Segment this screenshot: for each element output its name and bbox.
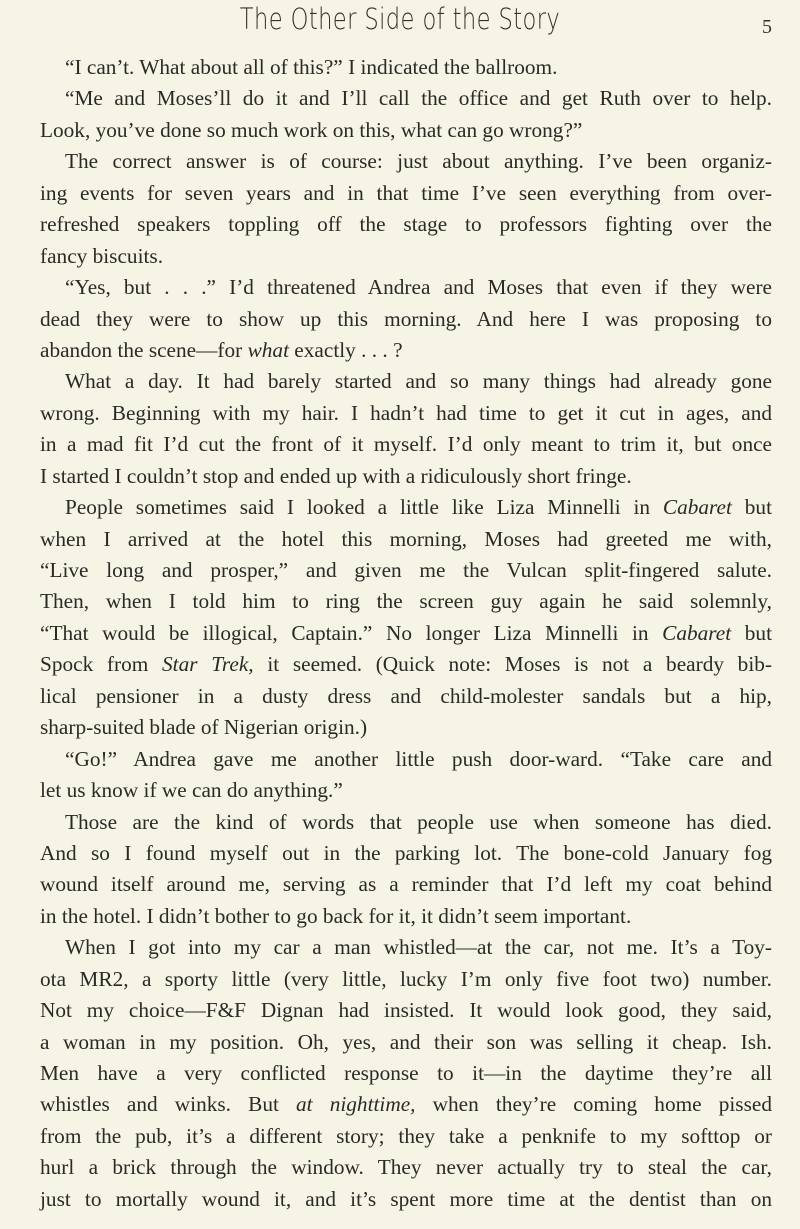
text-segment: whistles and winks. But: [40, 1092, 297, 1117]
text-segment: Men have a very conflicted response to it—in the daytime they’re all: [40, 1061, 772, 1085]
body-text: [40, 52, 772, 1215]
text-line: [40, 335, 772, 366]
text-segment: lical pensioner in a dusty dress and child-molester sandals but a hip,: [40, 683, 772, 708]
text-line: [40, 272, 772, 303]
text-segment: fancy biscuits.: [40, 243, 164, 268]
text-segment: dead they were to show up this morning. And here I was proposing to: [40, 306, 772, 331]
text-segment: “Me and Moses’ll do it and I’ll call the office and get Ruth over to help.: [65, 86, 772, 111]
text-line: [40, 555, 772, 586]
text-segment: exactly . . . ?: [288, 337, 403, 362]
text-segment: in the hotel. I didn’t bother to go back for it, it didn’t seem important.: [40, 903, 632, 928]
text-line: [40, 681, 772, 712]
text-line: [40, 649, 772, 680]
text-segment: from the pub, it’s a different story; they take a penknife to my softtop or: [40, 1123, 772, 1148]
text-line: [40, 838, 772, 869]
text-segment: let us know if we can do anything.”: [40, 778, 343, 803]
text-segment: abandon the scene—for: [40, 337, 248, 362]
text-segment: “Yes, but . . .” I’d threatened Andrea and Moses that even if they were: [65, 275, 772, 300]
text-line: [40, 901, 772, 932]
text-line: [40, 524, 772, 555]
italic-text: Star Trek,: [162, 652, 254, 677]
text-line: [40, 995, 772, 1026]
italic-text: Cabaret: [662, 620, 732, 645]
text-segment: just to mortally wound it, and it’s spent more time at the dentist than on: [40, 1186, 772, 1211]
text-line: [40, 398, 772, 429]
text-line: [40, 586, 772, 617]
text-line: [40, 932, 772, 963]
text-line: [40, 366, 772, 397]
text-segment: What a day. It had barely started and so many things had already gone: [65, 369, 772, 394]
italic-text: Cabaret: [662, 495, 732, 520]
text-segment: ota MR2, a sporty little (very little, lucky I’m only five foot two) number.: [40, 966, 772, 991]
text-line: [40, 209, 772, 240]
text-segment: When I got into my car a man whistled—at the car, not me. It’s a Toy-: [65, 935, 772, 960]
text-segment: wrong. Beginning with my hair. I hadn’t had time to get it cut in ages, and: [40, 400, 772, 425]
text-segment: sharp-suited blade of Nigerian origin.): [40, 715, 368, 740]
text-line: [40, 1089, 772, 1120]
italic-text: what: [247, 337, 289, 362]
text-segment: in a mad fit I’d cut the front of it myself. I’d only meant to trim it, but once: [40, 432, 772, 457]
text-segment: when they’re coming home pissed: [415, 1092, 772, 1117]
text-line: [40, 1184, 772, 1215]
text-line: [40, 83, 772, 114]
text-segment: a woman in my position. Oh, yes, and their son was selling it cheap. Ish.: [40, 1029, 772, 1054]
text-segment: Then, when I told him to ring the screen guy again he said solemnly,: [40, 589, 772, 614]
text-line: [40, 618, 772, 649]
text-segment: hurl a brick through the window. They never actually try to steal the car,: [40, 1155, 772, 1180]
text-line: [40, 869, 772, 900]
text-segment: it seemed. (Quick note: Moses is not a beardy bib-: [253, 652, 772, 677]
text-line: [40, 52, 772, 83]
text-segment: People sometimes said I looked a little like Liza Minnelli in: [65, 495, 663, 520]
text-segment: The correct answer is of course: just about anything. I’ve been organiz-: [65, 149, 772, 174]
text-line: [40, 712, 772, 743]
text-segment: ing events for seven years and in that time I’ve seen everything from over-: [40, 180, 772, 205]
text-line: [40, 304, 772, 335]
text-segment: refreshed speakers toppling off the stage to professors fighting over the: [40, 212, 772, 237]
text-segment: And so I found myself out in the parking lot. The bone-cold January fog: [40, 840, 772, 865]
text-line: [40, 1152, 772, 1183]
text-segment: Spock from: [40, 652, 163, 677]
text-segment: “Live long and prosper,” and given me the Vulcan split-fingered salute.: [40, 558, 772, 582]
text-line: [40, 429, 772, 460]
text-segment: I started I couldn’t stop and ended up with a ridiculously short fringe.: [40, 463, 632, 488]
text-line: [40, 178, 772, 209]
text-segment: Look, you’ve done so much work on this, what can go wrong?”: [40, 117, 583, 142]
text-line: [40, 807, 772, 838]
text-line: [40, 1027, 772, 1058]
text-segment: Not my choice—F&F Dignan had insisted. It would look good, they said,: [40, 998, 772, 1023]
text-line: [40, 1121, 772, 1152]
text-segment: when I arrived at the hotel this morning, Moses had greeted me with,: [40, 526, 772, 551]
text-segment: wound itself around me, serving as a reminder that I’d left my coat behind: [40, 872, 772, 897]
text-segment: Those are the kind of words that people use when someone has died.: [65, 809, 772, 834]
text-segment: “I can’t. What about all of this?” I indicated the ballroom.: [65, 55, 558, 79]
text-segment: “Go!” Andrea gave me another little push door-ward. “Take care and: [65, 746, 772, 771]
italic-text: at nighttime,: [296, 1092, 416, 1117]
running-head-title: The Other Side of the Story: [239, 2, 561, 36]
text-segment: but: [731, 620, 772, 645]
text-line: [40, 492, 772, 523]
text-line: [40, 964, 772, 995]
text-line: [40, 744, 772, 775]
text-segment: but: [731, 495, 772, 520]
text-line: [40, 241, 772, 272]
text-segment: “That would be illogical, Captain.” No longer Liza Minnelli in: [40, 620, 663, 645]
text-line: [40, 461, 772, 492]
text-line: [40, 115, 772, 146]
text-line: [40, 775, 772, 806]
text-line: [40, 146, 772, 177]
page-number: 5: [762, 16, 772, 38]
text-line: [40, 1058, 772, 1089]
